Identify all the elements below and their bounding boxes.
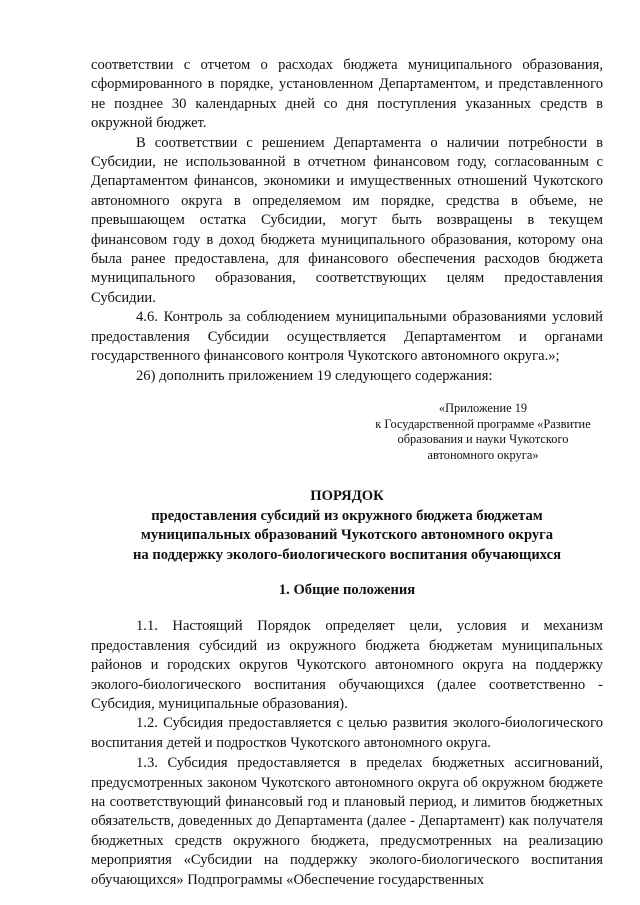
- subtitle-line: предоставления субсидий из окружного бюджета бюджетам: [151, 507, 543, 524]
- appendix-line: автономного округа»: [427, 447, 539, 462]
- section-heading-general: 1. Общие положения: [278, 581, 416, 598]
- paragraph-report-continuation: соответствии с отчетом о расходах бюджета муниципального образования, сформированного в порядке, установленном Департаментом, и представленного не позднее 30 календарных дней со дня поступления указанных средств в окружной бюджет.: [91, 57, 603, 132]
- appendix-line: «Приложение 19: [438, 400, 528, 415]
- appendix-line: образования и науки Чукотского: [397, 432, 569, 447]
- appendix-line: к Государственной программе «Развитие: [375, 416, 591, 431]
- paragraph-1-1: 1.1. Настоящий Порядок определяет цели, условия и механизм предоставления субсидий из окружного бюджета бюджетам муниципальных районов и городских округов Чукотского автономного округа на поддержку эколого-биологического воспитания обучающихся (далее соответственно - Субсидия, муниципальные образования).: [91, 618, 603, 712]
- subtitle-line: муниципальных образований Чукотского автономного округа: [140, 527, 554, 544]
- document-subtitle: [91, 507, 603, 565]
- paragraph-subsidy-return: В соответствии с решением Департамента о наличии потребности в Субсидии, не использованной в отчетном финансовом году, согласованным с Департаментом финансов, экономики и имущественных отношений Чукотского автономного округа в определяемом им порядке, средства в объеме, не превышающем остатка Субсидии, могут быть возвращены в текущем финансовом году в доход бюджета муниципального образования, которому она была ранее предоставлена, для финансового обеспечения расходов бюджета муниципального образования, соответствующих целям предоставления Субсидии.: [91, 134, 603, 306]
- appendix-reference: [363, 401, 603, 463]
- document-title: ПОРЯДОК: [310, 488, 384, 505]
- subtitle-line: на поддержку эколого-биологического воспитания обучающихся: [132, 546, 562, 563]
- paragraph-4-6-control: 4.6. Контроль за соблюдением муниципальными образованиями условий предоставления Субсидии осуществляется Департаментом и органами государственного финансового контроля Чукотского автономного округа.»;: [91, 309, 603, 365]
- document-page: [91, 56, 603, 890]
- paragraph-26-amendment: 26) дополнить приложением 19 следующего содержания:: [136, 367, 493, 384]
- paragraph-1-3: 1.3. Субсидия предоставляется в пределах бюджетных ассигнований, предусмотренных законом Чукотского автономного округа об окружном бюджете на соответствующий финансовый год и плановый период, и лимитов бюджетных обязательств, доведенных до Департамента (далее - Департамент) как получателя бюджетных средств окружного бюджета, предусмотренных на реализацию мероприятия «Субсидии на поддержку эколого-биологического воспитания обучающихся» Подпрограммы «Обеспечение государственных: [91, 755, 603, 888]
- paragraph-1-2: 1.2. Субсидия предоставляется с целью развития эколого-биологического воспитания детей и подростков Чукотского автономного округа.: [91, 715, 603, 751]
